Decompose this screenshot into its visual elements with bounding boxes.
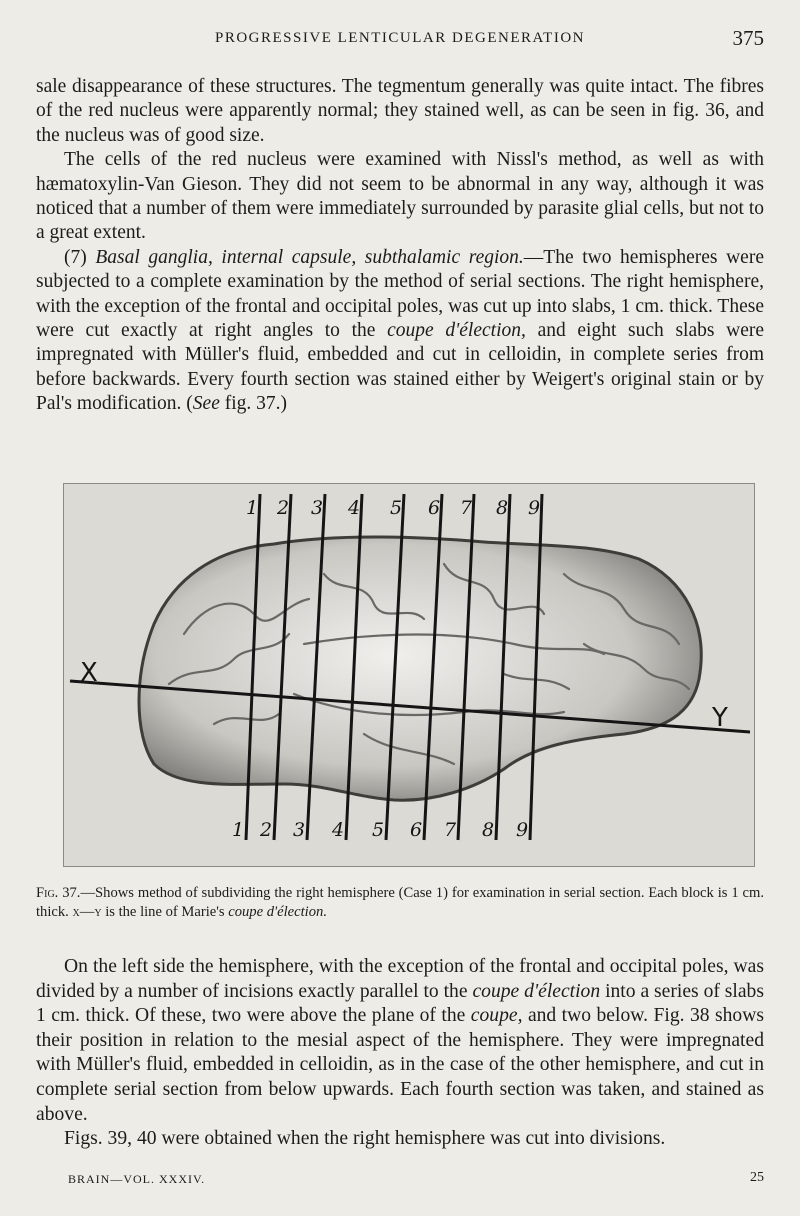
- cut-label-top: 9: [528, 497, 541, 519]
- section-paragraph: [36, 246, 764, 417]
- caption-axis: x—y: [72, 904, 102, 920]
- page-footer: [68, 1170, 764, 1190]
- cut-label-bottom: 7: [444, 819, 457, 841]
- cut-label-top: 8: [496, 497, 509, 519]
- section-number: (7): [64, 246, 87, 268]
- figure-caption: [36, 884, 764, 922]
- caption-text: is the line of Marie's: [105, 904, 225, 920]
- emphasis-text: coupe d'élection,: [387, 320, 526, 342]
- axis-label-x: X: [80, 658, 98, 688]
- paragraph-text: (: [186, 393, 193, 415]
- cut-label-bottom: 5: [372, 819, 385, 841]
- paragraph-text: On the left side the hemisphere, with the exception of the frontal and occipital poles, was divided by a number of incisions exactly parallel to the: [36, 956, 764, 1002]
- page-header: [36, 26, 764, 52]
- figure-brain-photograph: [63, 483, 755, 867]
- brain-hemisphere-figure: [64, 484, 754, 866]
- cut-label-bottom: 2: [260, 819, 273, 841]
- section-heading: Basal ganglia, internal capsule, subthalamic region.: [95, 246, 524, 268]
- paragraph-text: —The two hemispheres were subjected to a complete examination by the method of serial sections. The right hemisphere, with the exception of the frontal and occipital poles, was cut up into slabs, 1 cm. thick. These were cut exactly at right angles to the: [36, 246, 764, 342]
- cut-label-top: 1: [246, 497, 259, 519]
- cut-label-top: 3: [311, 497, 324, 519]
- paragraph-text: and two below. Fig. 38 shows their position in relation to the mesial aspect of the hemisphere. They were impregnated with Müller's fluid, embedded in celloidin, as in the case of the other hemisphere, and cut in complete serial section from below upwards. Each fourth section was taken, and stained as above.: [36, 1005, 764, 1125]
- cut-label-top: 5: [390, 497, 403, 519]
- emphasis-text: coupe,: [470, 1005, 523, 1027]
- cut-label-top: 2: [277, 497, 290, 519]
- running-head: PROGRESSIVE LENTICULAR DEGENERATION: [215, 30, 585, 46]
- paragraph-text: into a series of slabs 1 cm. thick. Of these, two were above the plane of the: [36, 980, 764, 1027]
- paragraph: Figs. 39, 40 were obtained when the right hemisphere was cut into divisions.: [64, 1128, 666, 1150]
- cut-label-bottom: 9: [516, 819, 529, 841]
- printer-signature: 25: [750, 1170, 764, 1185]
- emphasis-text: See: [192, 393, 220, 415]
- body-text-top: [36, 75, 764, 417]
- caption-emphasis: coupe d'élection.: [228, 904, 327, 920]
- paragraph-text: and eight such slabs were impregnated with Müller's fluid, embedded and cut in celloidin, in complete series from before backwards. Every fourth section was stained either by Weigert's original stain or by Pal's modification.: [36, 320, 765, 415]
- cut-label-top: 7: [460, 497, 473, 519]
- paragraph: sale disappearance of these structures. The tegmentum generally was quite intact. The fibres of the red nucleus were apparently normal; they stained well, as can be seen in fig. 36, and the nucleus was of good size.: [36, 76, 764, 146]
- axis-label-y: Y: [712, 703, 728, 733]
- caption-label: Fig. 37.: [36, 885, 81, 901]
- paragraph: The cells of the red nucleus were examined with Nissl's method, as well as with hæmatoxylin-Van Gieson. They did not seem to be abnormal in any way, although it was noticed that a number of them were immediately surrounded by parasite glial cells, but not to a great extent.: [36, 149, 764, 244]
- caption-text: —Shows method of subdividing the right hemisphere (Case 1) for examination in serial section. Each block is 1 cm. thick.: [36, 885, 764, 920]
- emphasis-text: coupe d'élection: [472, 980, 601, 1002]
- cut-label-bottom: 6: [410, 819, 423, 841]
- page-number: 375: [732, 26, 764, 50]
- cut-label-top: 6: [428, 497, 441, 519]
- cut-label-bottom: 8: [482, 819, 495, 841]
- cut-label-top: 4: [348, 497, 361, 519]
- paragraph-text: fig. 37.): [224, 393, 288, 415]
- cut-label-bottom: 4: [332, 819, 345, 841]
- cut-label-bottom: 1: [232, 819, 245, 841]
- body-text-bottom: [36, 955, 764, 1152]
- paragraph: [36, 955, 764, 1127]
- journal-signature: BRAIN—VOL. XXXIV.: [68, 1172, 206, 1186]
- cut-label-bottom: 3: [293, 819, 306, 841]
